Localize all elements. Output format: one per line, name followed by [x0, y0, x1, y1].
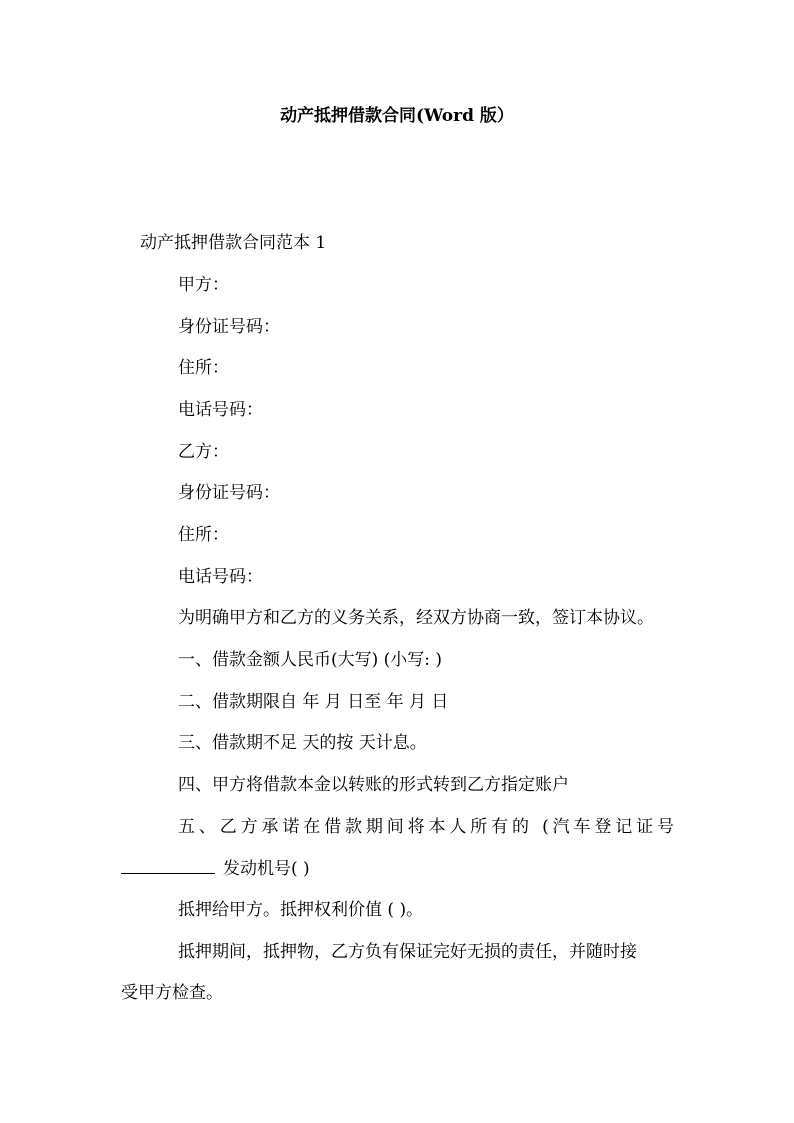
clause-5-engine-number: 发动机号( ): [223, 859, 310, 879]
party-b-address-label: 住所：: [178, 525, 229, 545]
clause-3: 三、借款期不足 天的按 天计息。: [178, 733, 427, 753]
party-a-address-label: 住所：: [178, 358, 229, 378]
clause-5-line-2: [121, 856, 310, 881]
party-b-label: 乙方：: [178, 442, 229, 462]
clause-4: 四、甲方将借款本金以转账的形式转到乙方指定账户: [178, 775, 569, 795]
clause-5-line-5: 受甲方检查。: [121, 983, 223, 1003]
clause-5-line-4: 抵押期间，抵押物，乙方负有保证完好无损的责任，并随时接: [178, 942, 637, 962]
clause-1: 一、借款金额人民币(大写) (小写: ): [178, 650, 443, 670]
document-subtitle: 动产抵押借款合同范本 1: [140, 233, 327, 253]
party-a-id-label: 身份证号码：: [178, 317, 280, 337]
clause-5-line-3: 抵押给甲方。抵押权利价值 ( )。: [178, 900, 424, 920]
clause-5-line-1: 五、乙方承诺在借款期间将本人所有的 (汽车登记证号: [178, 817, 674, 837]
document-title: 动产抵押借款合同(Word 版）: [280, 106, 514, 126]
party-b-phone-label: 电话号码：: [178, 567, 263, 587]
party-a-phone-label: 电话号码：: [178, 400, 263, 420]
blank-underline: [121, 856, 215, 874]
party-a-label: 甲方：: [178, 275, 229, 295]
party-b-id-label: 身份证号码：: [178, 483, 280, 503]
clause-2: 二、借款期限自 年 月 日至 年 月 日: [178, 692, 449, 712]
intro-paragraph: 为明确甲方和乙方的义务关系，经双方协商一致，签订本协议。: [178, 608, 654, 628]
